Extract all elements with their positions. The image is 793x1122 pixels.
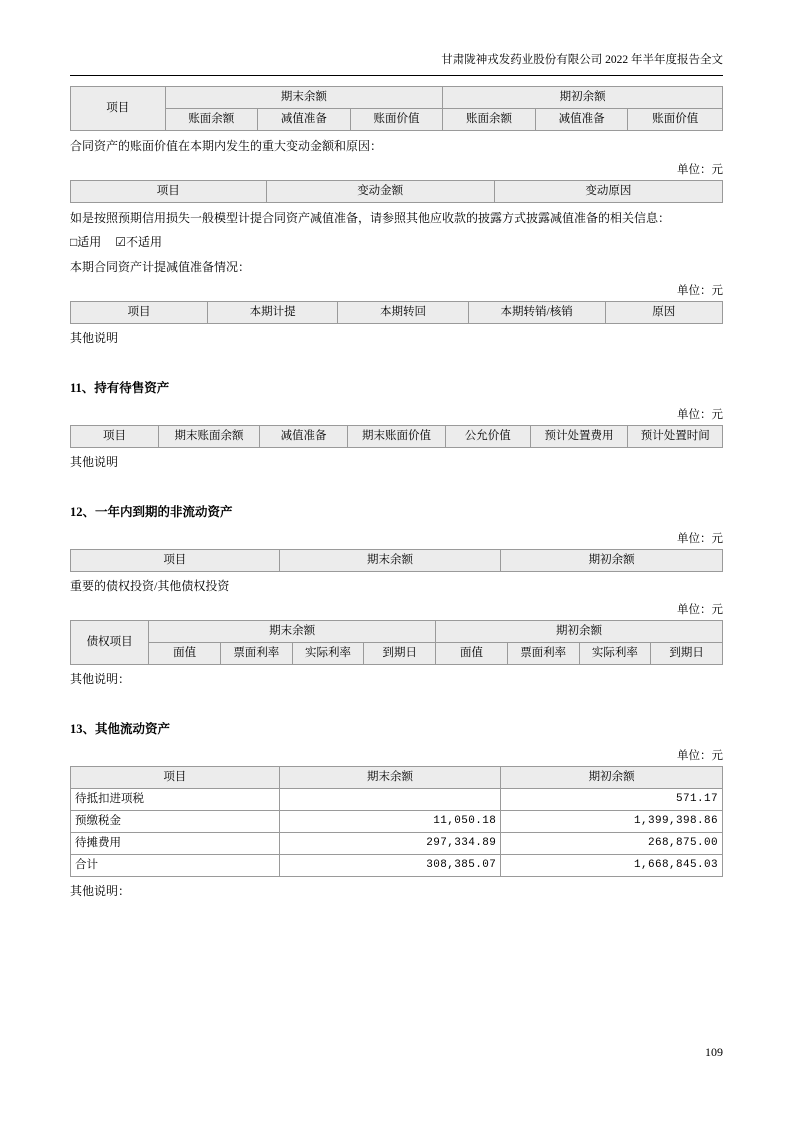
row-item-total: 合计 bbox=[71, 855, 280, 877]
col-sub-1: 票面利率 bbox=[220, 643, 292, 665]
col-item: 项目 bbox=[71, 426, 159, 448]
contract-assets-table bbox=[70, 86, 723, 131]
header-divider bbox=[70, 75, 723, 76]
row-end-value-total: 308,385.07 bbox=[279, 855, 501, 877]
contract-assets-model-note: 如是按照预期信用损失一般模型计提合同资产减值准备，请参照其他应收款的披露方式披露减值准备的相关信息： bbox=[70, 211, 671, 225]
col-change-reason: 变动原因 bbox=[494, 181, 722, 203]
row-item: 预缴税金 bbox=[71, 811, 280, 833]
col-reason: 原因 bbox=[605, 302, 722, 324]
table-row bbox=[71, 109, 723, 131]
section-title-12: 12、一年内到期的非流动资产 bbox=[70, 505, 233, 519]
col-writeoff-current: 本期转销/核销 bbox=[468, 302, 605, 324]
col-sub-5: 票面利率 bbox=[507, 643, 579, 665]
col-item: 项目 bbox=[71, 550, 280, 572]
col-end-book-balance: 期末账面余额 bbox=[159, 426, 260, 448]
row-end-value: 297,334.89 bbox=[279, 833, 501, 855]
col-end-balance: 期末余额 bbox=[279, 550, 501, 572]
unit-label-6: 单位：元 bbox=[677, 750, 723, 762]
col-sub-4: 面值 bbox=[436, 643, 508, 665]
page-content bbox=[70, 52, 723, 901]
debt-investment-table bbox=[70, 620, 723, 665]
section-title-13: 13、其他流动资产 bbox=[70, 722, 171, 736]
noncurrent-other-note: 其他说明： bbox=[70, 672, 131, 686]
table-row bbox=[71, 643, 723, 665]
page-number: 109 bbox=[705, 1045, 723, 1059]
noncurrent-due-within-year-table bbox=[70, 549, 723, 572]
table-row bbox=[71, 87, 723, 109]
row-begin-value-total: 1,668,845.03 bbox=[501, 855, 723, 877]
table-row bbox=[71, 833, 723, 855]
table-row bbox=[71, 181, 723, 203]
table-row bbox=[71, 426, 723, 448]
held-for-sale-other-note: 其他说明 bbox=[70, 455, 119, 469]
col-item: 项目 bbox=[71, 181, 267, 203]
table-row bbox=[71, 621, 723, 643]
unit-label-5: 单位：元 bbox=[677, 604, 723, 616]
col-sub-0: 账面余额 bbox=[165, 109, 258, 131]
col-provision-current: 本期计提 bbox=[207, 302, 337, 324]
other-current-assets-table bbox=[70, 766, 723, 877]
contract-assets-provision-table bbox=[70, 301, 723, 324]
table-row bbox=[71, 767, 723, 789]
col-item: 项目 bbox=[71, 767, 280, 789]
col-sub-5: 账面价值 bbox=[628, 109, 723, 131]
row-end-value: 11,050.18 bbox=[279, 811, 501, 833]
table-row bbox=[71, 789, 723, 811]
col-disposal-time: 预计处置时间 bbox=[628, 426, 723, 448]
table-row bbox=[71, 811, 723, 833]
unit-label-2: 单位：元 bbox=[677, 285, 723, 297]
row-end-value bbox=[279, 789, 501, 811]
col-item: 项目 bbox=[71, 302, 208, 324]
checkbox-applicable[interactable]: □适用 bbox=[70, 235, 102, 249]
col-group-begin: 期初余额 bbox=[443, 87, 723, 109]
debt-investment-subtitle: 重要的债权投资/其他债权投资 bbox=[70, 579, 230, 593]
col-sub-0: 面值 bbox=[149, 643, 221, 665]
row-begin-value: 571.17 bbox=[501, 789, 723, 811]
held-for-sale-table bbox=[70, 425, 723, 448]
col-end-balance: 期末余额 bbox=[279, 767, 501, 789]
col-sub-2: 账面价值 bbox=[350, 109, 443, 131]
col-sub-6: 实际利率 bbox=[579, 643, 651, 665]
section-title-11: 11、持有待售资产 bbox=[70, 381, 170, 395]
row-begin-value: 268,875.00 bbox=[501, 833, 723, 855]
row-item: 待抵扣进项税 bbox=[71, 789, 280, 811]
col-fair-value: 公允价值 bbox=[445, 426, 530, 448]
row-begin-value: 1,399,398.86 bbox=[501, 811, 723, 833]
col-sub-7: 到期日 bbox=[651, 643, 723, 665]
col-group-end: 期末余额 bbox=[165, 87, 443, 109]
table-row bbox=[71, 302, 723, 324]
contract-assets-provision-note: 本期合同资产计提减值准备情况： bbox=[70, 260, 251, 274]
col-debt-item: 债权项目 bbox=[71, 621, 149, 665]
col-reversal-current: 本期转回 bbox=[338, 302, 468, 324]
col-sub-4: 减值准备 bbox=[535, 109, 628, 131]
col-sub-3: 到期日 bbox=[364, 643, 436, 665]
checkbox-not-applicable[interactable]: ☑不适用 bbox=[115, 235, 163, 249]
unit-label-4: 单位：元 bbox=[677, 533, 723, 545]
page-header: 甘肃陇神戎发药业股份有限公司 2022 年半年度报告全文 bbox=[441, 54, 723, 66]
col-change-amount: 变动金额 bbox=[266, 181, 494, 203]
col-end-book-value: 期末账面价值 bbox=[348, 426, 446, 448]
table-row bbox=[71, 855, 723, 877]
col-sub-1: 减值准备 bbox=[258, 109, 351, 131]
contract-assets-change-table bbox=[70, 180, 723, 203]
col-group-end: 期末余额 bbox=[149, 621, 436, 643]
contract-assets-change-note: 合同资产的账面价值在本期内发生的重大变动金额和原因： bbox=[70, 139, 383, 153]
col-group-begin: 期初余额 bbox=[436, 621, 723, 643]
applicability-choice bbox=[70, 232, 723, 252]
col-begin-balance: 期初余额 bbox=[501, 550, 723, 572]
col-sub-3: 账面余额 bbox=[443, 109, 536, 131]
col-begin-balance: 期初余额 bbox=[501, 767, 723, 789]
contract-assets-other-note: 其他说明 bbox=[70, 331, 119, 345]
unit-label-3: 单位：元 bbox=[677, 409, 723, 421]
other-current-assets-other-note: 其他说明： bbox=[70, 884, 131, 898]
row-item: 待摊费用 bbox=[71, 833, 280, 855]
table-row bbox=[71, 550, 723, 572]
col-sub-2: 实际利率 bbox=[292, 643, 364, 665]
col-disposal-cost: 预计处置费用 bbox=[530, 426, 628, 448]
col-impairment: 减值准备 bbox=[260, 426, 348, 448]
unit-label-1: 单位：元 bbox=[677, 164, 723, 176]
col-item: 项目 bbox=[71, 87, 166, 131]
